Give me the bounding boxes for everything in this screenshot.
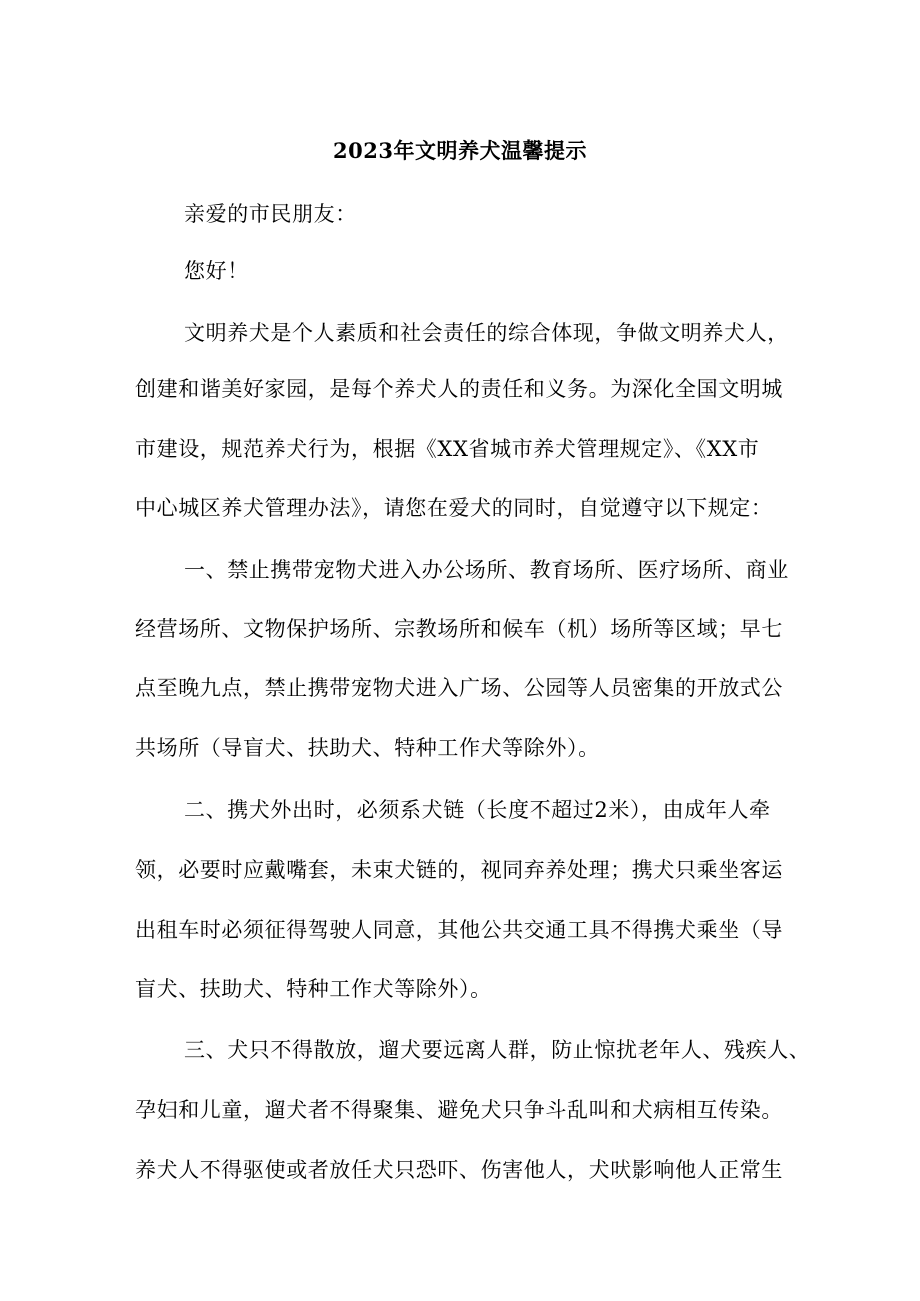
- paragraph-line: 出租车时必须征得驾驶人同意，其他公共交通工具不得携犬乘坐（导: [135, 918, 783, 942]
- paragraph-line: 盲犬、扶助犬、特种工作犬等除外）。: [135, 977, 492, 1001]
- paragraph-line: 三、犬只不得散放，遛犬要远离人群，防止惊扰老年人、残疾人、: [184, 1038, 811, 1062]
- page-title: 2023年文明养犬温馨提示: [333, 138, 587, 163]
- paragraph-line: 一、禁止携带宠物犬进入办公场所、教育场所、医疗场所、商业: [184, 558, 789, 582]
- paragraph-line: 点至晚九点，禁止携带宠物犬进入广场、公园等人员密集的开放式公: [135, 676, 783, 700]
- paragraph-line: 二、携犬外出时，必须系犬链（长度不超过2米），由成年人牵: [184, 798, 771, 822]
- paragraph-line: 孕妇和儿童，遛犬者不得聚集、避免犬只争斗乱叫和犬病相互传染。: [135, 1098, 783, 1122]
- greeting: 亲爱的市民朋友：: [184, 202, 357, 226]
- paragraph-line: 共场所（导盲犬、扶助犬、特种工作犬等除外）。: [135, 736, 600, 760]
- paragraph-line: 领，必要时应戴嘴套，未束犬链的，视同弃养处理；携犬只乘坐客运: [135, 858, 783, 882]
- salutation: 您好！: [184, 259, 249, 283]
- paragraph-line: 文明养犬是个人素质和社会责任的综合体现，争做文明养犬人，: [184, 321, 789, 345]
- paragraph-line: 经营场所、文物保护场所、宗教场所和候车（机）场所等区域；早七: [135, 617, 783, 641]
- paragraph-line: 市建设，规范养犬行为，根据《XX省城市养犬管理规定》、《XX市: [135, 437, 760, 461]
- paragraph-line: 创建和谐美好家园，是每个养犬人的责任和义务。为深化全国文明城: [135, 377, 783, 401]
- paragraph-line: 养犬人不得驱使或者放任犬只恐吓、伤害他人，犬吠影响他人正常生: [135, 1158, 783, 1182]
- paragraph-line: 中心城区养犬管理办法》，请您在爱犬的同时，自觉遵守以下规定：: [135, 496, 773, 520]
